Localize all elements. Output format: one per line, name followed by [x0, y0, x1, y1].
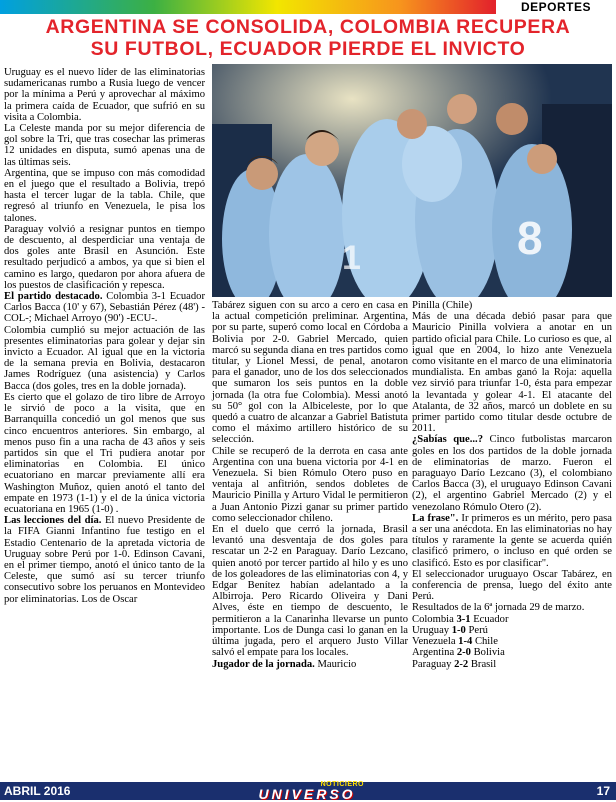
team-away: Brasil	[468, 658, 497, 670]
headline	[0, 16, 616, 60]
subheading: El partido destacado.	[4, 291, 103, 303]
paragraph-text: Colombia 3-1 Ecuador Carlos Bacca (10' y 67), Sebastián Pérez (48') -COL-; Michael Arroyo (90') -ECU-.	[4, 291, 205, 325]
paragraph: El seleccionador uruguayo Oscar Tabárez, en conferencia de prensa, luego del éxito ante Perú.	[412, 568, 612, 603]
headline-line-1: ARGENTINA SE CONSOLIDA, COLOMBIA RECUPERA	[45, 16, 571, 38]
paragraph	[412, 513, 612, 569]
team-away: Perú	[465, 624, 488, 636]
result-line	[412, 647, 612, 658]
logo-title: UNIVERSO	[258, 786, 356, 802]
score: 3-1	[456, 613, 471, 625]
paragraph: En el duelo que cerró la jornada, Brasil levantó una desventaja de dos goles para rescatar un 2-2 en Paraguay. Darío Lezcano, quien anotó por tercer partido al hilo y es uno de los goleadores de las eliminatorias con 4, y Edgar Benítez habían adelantado a la Albirroja. Pero Ricardo Oliveira y Dani Alves, éste en tiempo de descuento, le permitieron a la Canarinha llevarse un punto importante. Los de Dunga casi lo ganan en la última jugada, pero el arquero Justo Villar salvó el empate para los locales.	[212, 524, 408, 659]
paragraph-text: Mauricio	[314, 658, 357, 670]
paragraph: Tabárez siguen con su arco a cero en casa en la actual competición preliminar. Argentina, por su parte, superó como local en Córdoba a Bolivia por 2-0. Gabriel Mercado, quien marcó su segunda diana en tres partidos como titular, y Lionel Messi, de penal, anotaron para el ganador, uno de los dos seleccionados que sumaron los seis puntos en la doble jornada (la otra fue Colombia). Messi anotó su 50° gol con la Albiceleste, por lo que quedó a cuatro de alcanzar a Gabriel Batistuta como el máximo artillero histórico de su selección.	[212, 300, 408, 446]
headline-line-2: SU FUTBOL, ECUADOR PIERDE EL INVICTO	[90, 38, 526, 60]
team-home: Uruguay	[412, 624, 452, 636]
paragraph-text: El nuevo Presidente de la FIFA Gianni Infantino fue testigo en el Estadio Centenario de la apretada victoria de Uruguay sobre Perú por 1-0. Edinson Cavani, en el primer tiempo, anotó el único tanto de la Celeste, que sumó así su tercer triunfo consecutivo sobre los peruanos en Montevideo por eliminatorias. Los de Oscar	[4, 515, 205, 605]
score: 1-0	[451, 624, 466, 636]
paragraph	[412, 434, 612, 512]
subheading: Jugador de la jornada.	[212, 658, 315, 670]
score: 1-4	[458, 636, 473, 648]
paragraph	[4, 515, 205, 605]
team-away: Chile	[472, 636, 498, 648]
paragraph: Colombia cumplió su mejor actuación de las presentes eliminatorias para golear y dejar sin invicto a Ecuador. Al igual que en la victoria de la semana previa en Bolivia, destacaron James Rodríguez (una asistencia) y Carlos Bacca (dos goles, tres en la doble jornada).	[4, 324, 205, 392]
page-number: 17	[596, 784, 610, 798]
paragraph-text: Cinco futbolistas marcaron goles en los dos partidos de la doble jornada de eliminatorias de marzo. Fueron el paraguayo Darío Lezcano (3), el colombiano Carlos Bacca (3), el uruguayo Edinson Cavani (2), el argentino Gabriel Mercado (2) y el venezolano Rómulo Otero (2).	[412, 434, 612, 513]
team-home: Argentina	[412, 647, 457, 659]
article-column-2	[212, 300, 408, 670]
svg-text:8: 8	[517, 212, 543, 264]
paragraph-text: Ir primeros es un mérito, pero pasa a ser una anécdota. En las eliminatorias no hay títulos y raramente la gente se acuerda quién clasificó primero, o incluso en qué orden se clasificó. Esto es por clasificar".	[412, 512, 612, 569]
subheading: La frase".	[412, 512, 459, 524]
paragraph: Argentina, que se impuso con más comodidad en el juego que el resultado a Bolivia, trepó hasta el tercer lugar de la tabla. Chile, que regresó al triunfo en Venezuela, le pisa los talones.	[4, 167, 205, 224]
score: 2-2	[454, 658, 469, 670]
issue-date: ABRIL 2016	[4, 784, 71, 798]
result-line	[412, 614, 612, 625]
paragraph: Más de una década debió pasar para que Mauricio Pinilla volviera a anotar en un partido oficial para Chile. Lo curioso es que, al igual que en 2004, lo hizo ante Venezuela como visitante en el marco de una eliminatoria mundialista. En ambas ganó la Roja: aquella vez sirvió para triunfar 1-0, ésta para empezar la levantada y golear 4-1. El atacante del Atalanta, de 32 años, marcó un doblete en su primer partido como titular desde octubre de 2011.	[412, 311, 612, 435]
team-home: Colombia	[412, 613, 457, 625]
paragraph: Uruguay es el nuevo líder de las eliminatorias sudamericanas rumbo a Rusia luego de vencer por la mínima a Perú y aprovechar al máximo la primera caída de Ecuador, que sufrió en su visita a Colombia.	[4, 67, 205, 123]
subheading: ¿Sabías que...?	[412, 434, 483, 446]
paragraph: Resultados de la 6ª jornada 29 de marzo.	[412, 602, 585, 614]
football-players-celebrating-image	[212, 64, 612, 297]
score: 2-0	[456, 647, 471, 659]
result-line	[412, 659, 612, 670]
paragraph: Pinilla (Chile)	[412, 300, 473, 311]
subheading: Las lecciones del día.	[4, 515, 102, 527]
article-column-1	[4, 67, 205, 605]
publication-logo	[232, 781, 382, 800]
result-line	[412, 625, 612, 636]
paragraph	[212, 659, 408, 670]
result-line	[412, 636, 612, 647]
paragraph: Paraguay volvió a resignar puntos en tiempo de descuento, al desperdiciar una ventaja de dos goles ante Brasil en Asunción. Este resultado perjudicó a ambos, ya que si bien el camino es largo, quedaron por ahora afuera de los puestos de clasificación y repesca.	[4, 223, 205, 291]
article-column-3	[412, 300, 612, 670]
paragraph: La Celeste manda por su mejor diferencia de gol sobre la Tri, que tras cosechar las primeras 12 unidades en disputa, sumó apenas una de las últimas seis.	[4, 123, 205, 168]
logo-subtitle: NOTICIERO	[320, 781, 364, 788]
team-away: Ecuador	[470, 613, 509, 625]
paragraph	[4, 291, 205, 325]
section-label: DEPORTES	[494, 0, 616, 14]
team-away: Bolivia	[470, 647, 505, 659]
paragraph: Chile se recuperó de la derrota en casa ante Argentina con una buena victoria por 4-1 en Venezuela. Si bien Rómulo Otero puso en ventaja al anfitrión, sendos dobletes de Mauricio Pinilla y Arturo Vidal le permitieron a Juan Antonio Pizzi ganar su primer partido como seleccionador chileno.	[212, 445, 408, 524]
team-home: Paraguay	[412, 658, 455, 670]
team-home: Venezuela	[412, 636, 459, 648]
svg-text:1: 1	[342, 239, 361, 277]
paragraph: Es cierto que el golazo de tiro libre de Arroyo le sirvió de poco a la visita, que en Barranquilla concedió un gol menos que sus cinco encuentros anteriores. Sin embargo, al menos puso fin a una racha de 43 años y seis partidos sin que el Tri pudiera anotar por eliminatorias en Colombia. El único ecuatoriano en marcar previamente allí era Washington Muñoz, quien anotó el tanto del empate en 1973 (1-1) y el de la única victoria ecuatoriana en 1965 (1-0) .	[4, 391, 205, 515]
